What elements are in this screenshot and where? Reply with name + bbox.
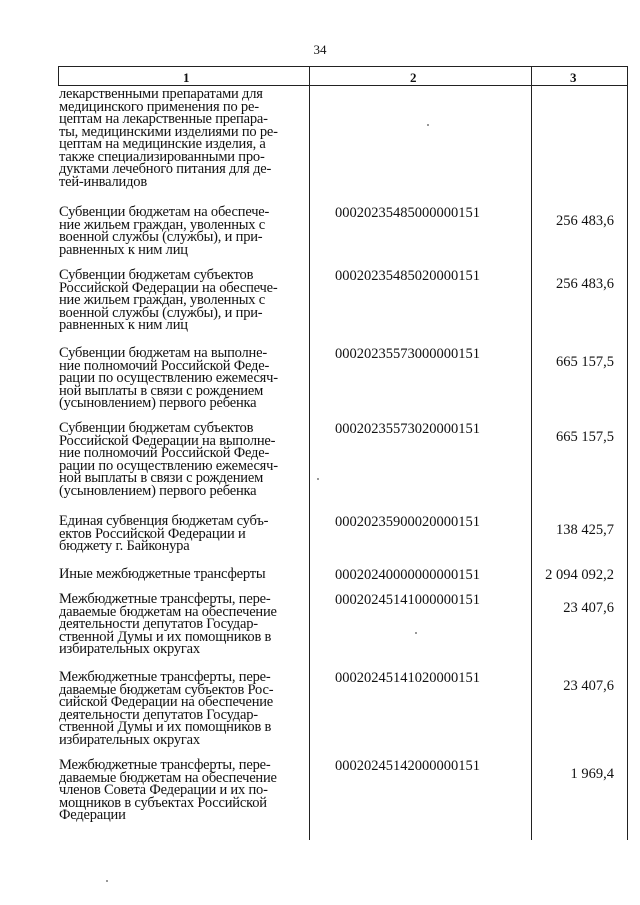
description-line: ты, медицинскими изделиями по ре- [59, 123, 278, 140]
description-line: равненных к ним лиц [59, 241, 188, 258]
description-line: даваемые бюджетам на обеспечение [59, 603, 277, 620]
description-line: Российской Федерации на выполне- [59, 432, 276, 449]
row-amount: 1 969,4 [570, 766, 614, 782]
description-line: мощников в субъектах Российской [59, 794, 267, 811]
row-description [59, 347, 297, 410]
description-line: ной выплаты в связи с рождением [59, 382, 264, 399]
description-line: членов Совета Федерации и их по- [59, 782, 268, 798]
row-description [59, 759, 297, 822]
description-line: Межбюджетные трансферты, пере- [59, 591, 271, 607]
row-amount: 256 483,6 [556, 213, 614, 229]
description-line: ние жильем граждан, уволенных с [59, 292, 266, 308]
description-line: медицинского применения по ре- [59, 98, 259, 115]
row-description [59, 671, 297, 746]
description-line: ственной Думы и их помощников в [59, 719, 272, 735]
row-description [59, 269, 297, 332]
scan-speck [317, 478, 319, 480]
row-code: 00020235573020000151 [335, 421, 480, 437]
row-code: 00020235485000000151 [335, 205, 480, 221]
row-description [59, 568, 297, 581]
row-description [59, 422, 297, 497]
row-amount: 665 157,5 [556, 429, 614, 445]
row-code: 00020245141020000151 [335, 670, 480, 686]
description-line: равненных к ним лиц [59, 317, 188, 333]
scan-speck [427, 124, 429, 126]
row-amount: 665 157,5 [556, 354, 614, 370]
description-line: даваемые бюджетам на обеспечение [59, 769, 277, 786]
column-header-3: 3 [570, 70, 577, 85]
row-description [59, 206, 297, 256]
description-line: ектов Российской Федерации и [59, 525, 246, 542]
description-line: деятельности депутатов Государ- [59, 616, 258, 632]
description-line: Межбюджетные трансферты, пере- [59, 669, 271, 685]
row-code: 00020240000000000151 [335, 567, 480, 583]
description-line: Субвенции бюджетам субъектов [59, 420, 254, 436]
column-header-1: 1 [183, 70, 190, 85]
column-divider-1 [309, 66, 310, 840]
description-line: избирательных округах [59, 641, 200, 657]
page-number: 34 [313, 42, 327, 57]
description-line: тей-инвалидов [59, 173, 147, 190]
description-line: избирательных округах [59, 731, 200, 748]
description-line: дуктами лечебного питания для де- [59, 161, 272, 177]
description-line: Субвенции бюджетам субъектов [59, 267, 254, 283]
row-amount: 256 483,6 [556, 276, 614, 292]
scan-speck [415, 632, 417, 634]
description-line: ние полномочий Российской Феде- [59, 357, 270, 374]
row-amount: 138 425,7 [556, 522, 614, 538]
scan-speck [106, 880, 108, 882]
description-line: бюджету г. Байконура [59, 538, 190, 554]
table-top-border [58, 66, 628, 67]
description-line: ной выплаты в связи с рождением [59, 470, 264, 486]
row-amount: 23 407,6 [563, 678, 614, 694]
row-code: 00020235573000000151 [335, 346, 480, 362]
description-line: военной службы (службы), и при- [59, 304, 263, 321]
row-amount: 23 407,6 [563, 600, 614, 616]
description-line: военной службы (службы), и при- [59, 229, 263, 245]
description-line: Межбюджетные трансферты, пере- [59, 757, 271, 773]
description-line: Субвенции бюджетам на обеспече- [59, 204, 270, 220]
row-code: 00020245141000000151 [335, 592, 480, 608]
row-amount: 2 094 092,2 [545, 567, 614, 583]
description-line: Единая субвенция бюджетам субъ- [59, 513, 269, 529]
description-line: сийской Федерации на обеспечение [59, 694, 274, 710]
description-line: Российской Федерации на обеспече- [59, 279, 278, 296]
description-line: Федерации [59, 807, 126, 823]
description-line: Иные межбюджетные трансферты [59, 566, 266, 582]
description-line: цептам на лекарственные препара- [59, 111, 268, 127]
table-right-border [627, 66, 628, 840]
row-description [59, 515, 297, 553]
row-code: 00020245142000000151 [335, 758, 480, 774]
column-divider-2 [531, 66, 532, 840]
description-line: (усыновлением) первого ребенка [59, 482, 257, 499]
row-description [59, 88, 297, 188]
table-left-border [58, 66, 59, 86]
description-line: цептам на медицинские изделия, а [59, 136, 266, 152]
description-line: ственной Думы и их помощников в [59, 628, 272, 645]
description-line: рации по осуществлению ежемесяч- [59, 457, 278, 474]
description-line: также специализированными про- [59, 148, 265, 165]
row-code: 00020235900020000151 [335, 514, 480, 530]
row-description [59, 593, 297, 656]
description-line: рации по осуществлению ежемесяч- [59, 370, 278, 386]
description-line: деятельности депутатов Государ- [59, 706, 258, 723]
row-code: 00020235485020000151 [335, 268, 480, 284]
description-line: лекарственными препаратами для [59, 86, 263, 102]
description-line: ние жильем граждан, уволенных с [59, 216, 266, 233]
description-line: ние полномочий Российской Феде- [59, 445, 270, 461]
column-header-2: 2 [410, 70, 417, 85]
description-line: (усыновлением) первого ребенка [59, 395, 257, 411]
description-line: даваемые бюджетам субъектов Рос- [59, 681, 274, 698]
description-line: Субвенции бюджетам на выполне- [59, 345, 267, 361]
